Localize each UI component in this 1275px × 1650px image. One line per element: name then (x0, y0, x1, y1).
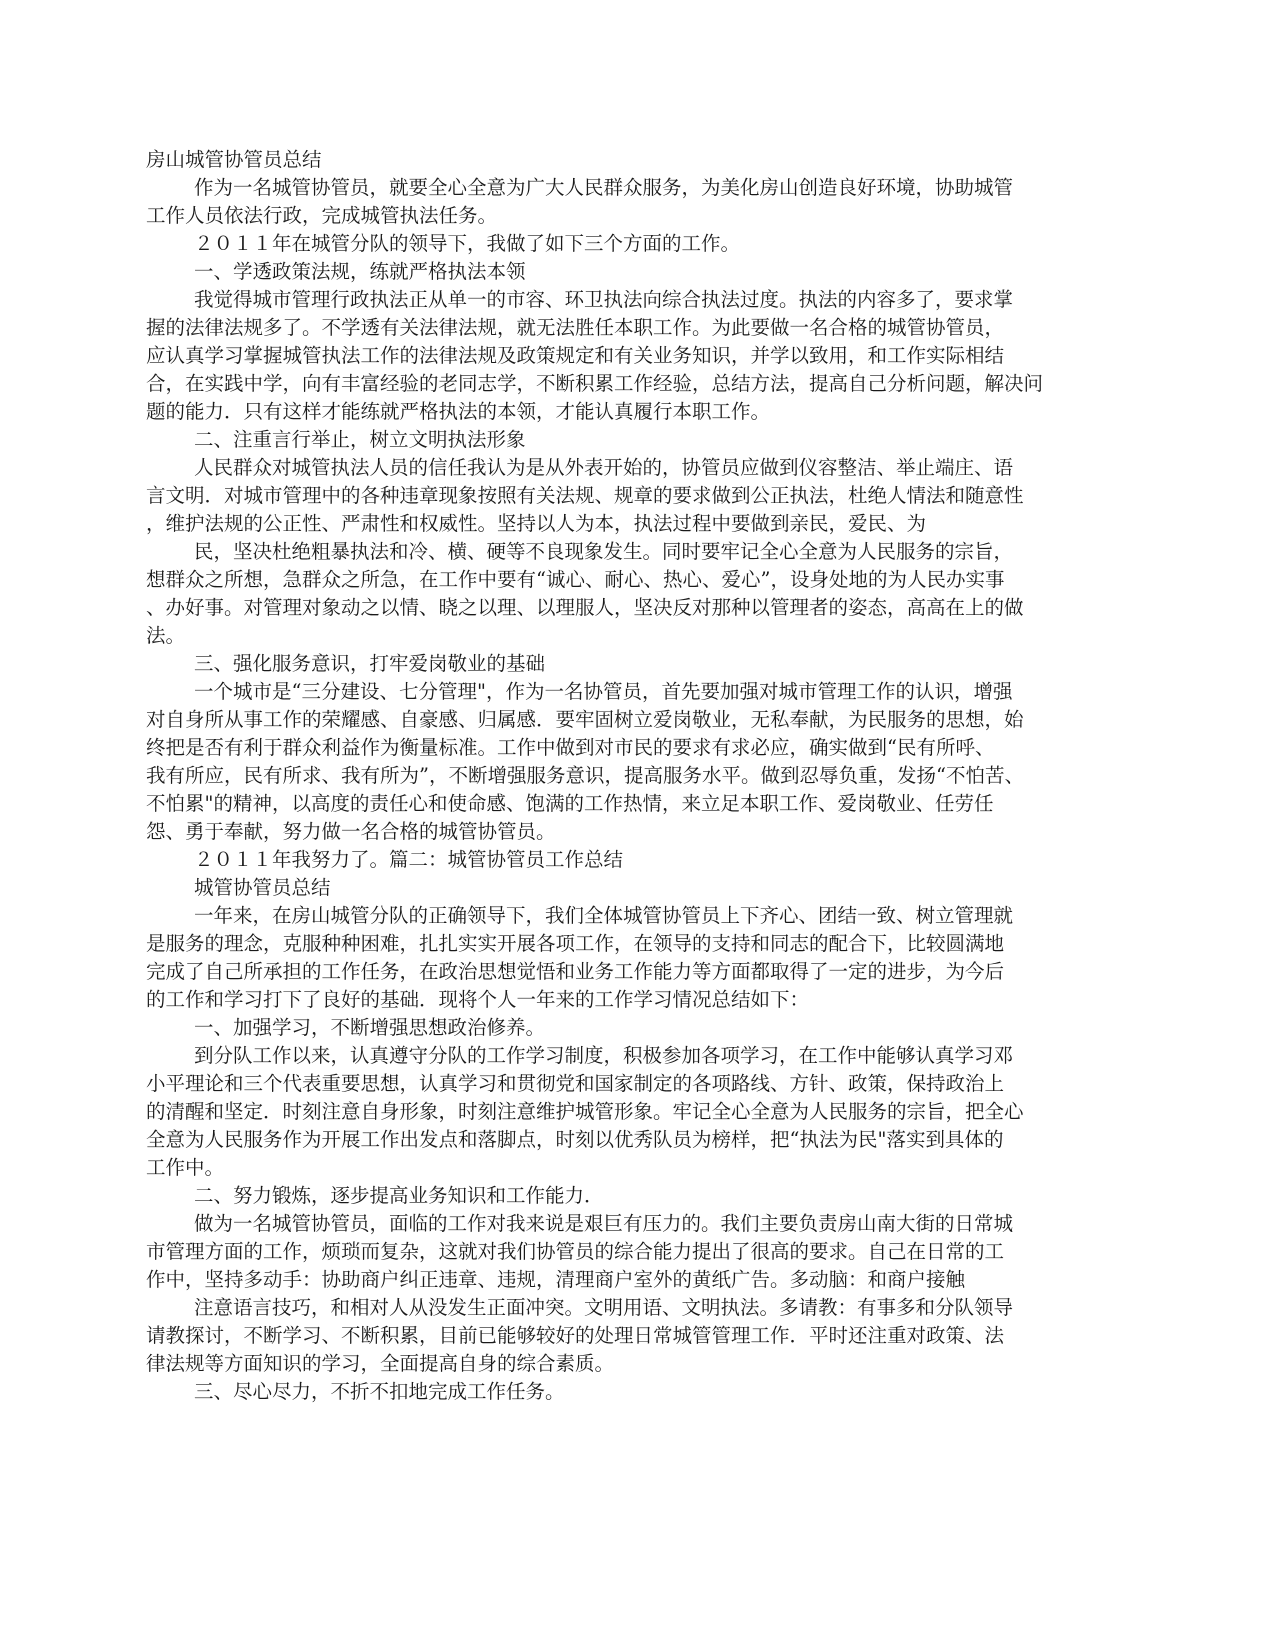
text-line: 二、努力锻炼，逐步提高业务知识和工作能力． (194, 1184, 604, 1207)
text-line: ２０１１年在城管分队的领导下，我做了如下三个方面的工作。 (194, 232, 741, 255)
text-line: 是服务的理念，克服种种困难，扎扎实实开展各项工作，在领导的支持和同志的配合下，比较圆满地 (146, 932, 1005, 955)
text-line: ，维护法规的公正性、严肃性和权威性。坚持以人为本，执法过程中要做到亲民，爱民、为 (146, 512, 927, 535)
text-line: 作为一名城管协管员，就要全心全意为广大人民群众服务，为美化房山创造良好环境，协助城管 (194, 176, 1014, 199)
text-line: 不怕累"的精神，以高度的责任心和使命感、饱满的工作热情，来立足本职工作、爱岗敬业、任劳任 (146, 792, 994, 815)
text-line: 律法规等方面知识的学习，全面提高自身的综合素质。 (146, 1352, 615, 1375)
text-line: 的工作和学习打下了良好的基础．现将个人一年来的工作学习情况总结如下： (146, 988, 810, 1011)
text-line: 怨、勇于奉献，努力做一名合格的城管协管员。 (146, 820, 556, 843)
text-line: 做为一名城管协管员，面临的工作对我来说是艰巨有压力的。我们主要负责房山南大街的日常城 (194, 1212, 1014, 1235)
text-line: 注意语言技巧，和相对人从没发生正面冲突。文明用语、文明执法。多请教：有事多和分队领导 (194, 1296, 1014, 1319)
text-line: 言文明．对城市管理中的各种违章现象按照有关法规、规章的要求做到公正执法，杜绝人情法和随意性 (146, 484, 1024, 507)
text-line: 请教探讨，不断学习、不断积累，目前已能够较好的处理日常城管管理工作．平时还注重对政策、法 (146, 1324, 1005, 1347)
text-line: 终把是否有利于群众利益作为衡量标准。工作中做到对市民的要求有求必应，确实做到“民有所呼、 (146, 736, 995, 759)
text-line: 小平理论和三个代表重要思想，认真学习和贯彻党和国家制定的各项路线、方针、政策，保持政治上 (146, 1072, 1005, 1095)
text-line: 法。 (146, 624, 186, 647)
text-line: 市管理方面的工作，烦琐而复杂，这就对我们协管员的综合能力提出了很高的要求。自己在日常的工 (146, 1240, 1005, 1263)
text-line: 民，坚决杜绝粗暴执法和冷、横、硬等不良现象发生。同时要牢记全心全意为人民服务的宗旨， (194, 540, 1014, 563)
text-line: 到分队工作以来，认真遵守分队的工作学习制度，积极参加各项学习，在工作中能够认真学习邓 (194, 1044, 1014, 1067)
text-line: 的清醒和坚定．时刻注意自身形象，时刻注意维护城管形象。牢记全心全意为人民服务的宗旨，把全心 (146, 1100, 1024, 1123)
text-line: 握的法律法规多了。不学透有关法律法规，就无法胜任本职工作。为此要做一名合格的城管协管员， (146, 316, 1005, 339)
text-line: 二、注重言行举止，树立文明执法形象 (194, 428, 526, 451)
text-line: 想群众之所想，急群众之所急，在工作中要有“诚心、耐心、热心、爱心”，设身处地的为人民办实事 (146, 568, 1005, 591)
text-line: 我觉得城市管理行政执法正从单一的市容、环卫执法向综合执法过度。执法的内容多了，要求掌 (194, 288, 1014, 311)
text-line: 工作中。 (146, 1156, 225, 1179)
text-line: 、办好事。对管理对象动之以情、晓之以理、以理服人，坚决反对那种以管理者的姿态，高高在上的做 (146, 596, 1024, 619)
text-line: 全意为人民服务作为开展工作出发点和落脚点，时刻以优秀队员为榜样，把“执法为民"落实到具体的 (146, 1128, 1004, 1151)
text-line: 一、学透政策法规，练就严格执法本领 (194, 260, 526, 283)
text-line: 三、尽心尽力，不折不扣地完成工作任务。 (194, 1380, 565, 1403)
text-line: 一、加强学习，不断增强思想政治修养。 (194, 1016, 546, 1039)
document-body (146, 146, 1126, 1406)
text-line: 完成了自己所承担的工作任务，在政治思想觉悟和业务工作能力等方面都取得了一定的进步，为今后 (146, 960, 1005, 983)
text-line: 工作人员依法行政，完成城管执法任务。 (146, 204, 498, 227)
text-line: 一个城市是“三分建设、七分管理"，作为一名协管员，首先要加强对城市管理工作的认识，增强 (194, 680, 1013, 703)
text-line: 三、强化服务意识，打牢爱岗敬业的基础 (194, 652, 546, 675)
text-line: 我有所应，民有所求、我有所为”，不断增强服务意识，提高服务水平。做到忍辱负重，发扬“不怕苦、 (146, 764, 1024, 787)
text-line: 对自身所从事工作的荣耀感、自豪感、归属感．要牢固树立爱岗敬业，无私奉献，为民服务的思想，始 (146, 708, 1024, 731)
text-line: 作中，坚持多动手：协助商户纠正违章、违规，清理商户室外的黄纸广告。多动脑：和商户接触 (146, 1268, 966, 1291)
text-line: 合，在实践中学，向有丰富经验的老同志学，不断积累工作经验，总结方法，提高自己分析问题，解决问 (146, 372, 1044, 395)
text-line: 题的能力．只有这样才能练就严格执法的本领，才能认真履行本职工作。 (146, 400, 771, 423)
document-title: 房山城管协管员总结 (146, 148, 322, 171)
text-line: 人民群众对城管执法人员的信任我认为是从外表开始的，协管员应做到仪容整洁、举止端庄、语 (194, 456, 1014, 479)
text-line: 应认真学习掌握城管执法工作的法律法规及政策规定和有关业务知识，并学以致用，和工作实际相结 (146, 344, 1005, 367)
text-line: ２０１１年我努力了。篇二：城管协管员工作总结 (194, 848, 624, 871)
text-line: 一年来，在房山城管分队的正确领导下，我们全体城管协管员上下齐心、团结一致、树立管理就 (194, 904, 1014, 927)
text-line: 城管协管员总结 (194, 876, 331, 899)
